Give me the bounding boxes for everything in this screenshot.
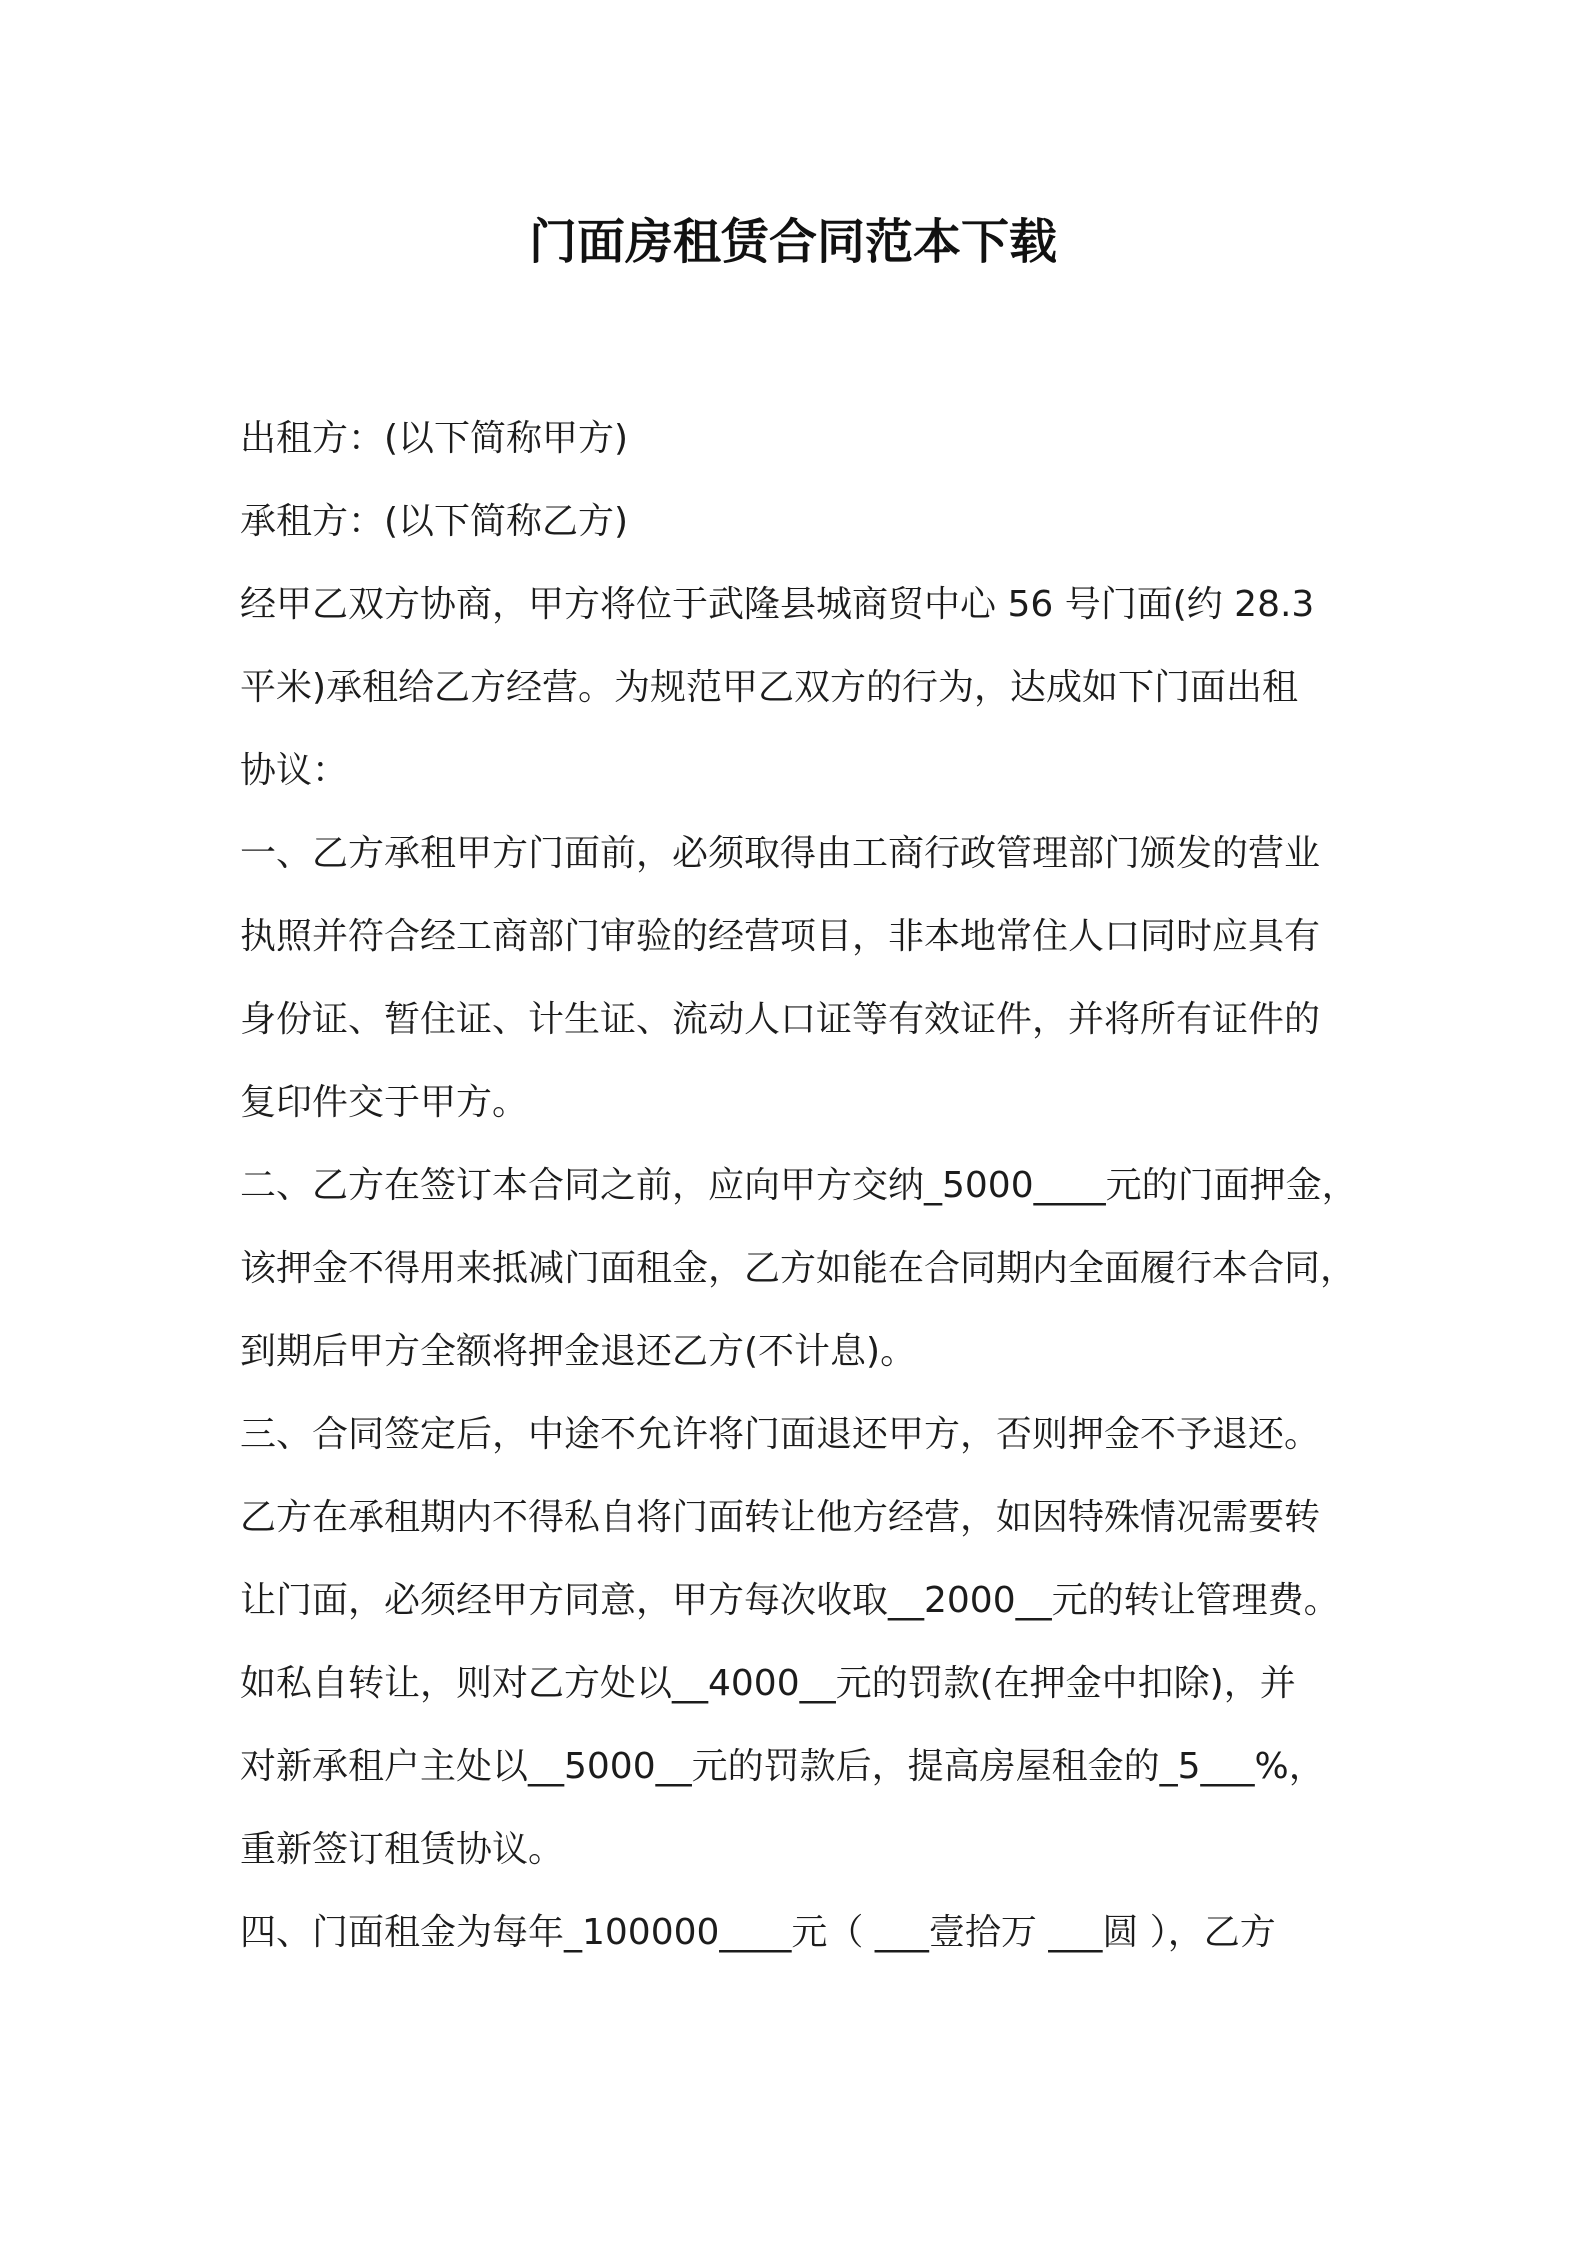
paragraph-line: 平米)承租给乙方经营。为规范甲乙双方的行为，达成如下门面出租: [240, 667, 1299, 708]
paragraph-line: 一、乙方承租甲方门面前，必须取得由工商行政管理部门颁发的营业: [240, 833, 1321, 874]
paragraph-line: 乙方在承租期内不得私自将门面转让他方经营，如因特殊情况需要转: [240, 1497, 1321, 1538]
paragraph-line: 让门面，必须经甲方同意，甲方每次收取__2000__元的转让管理费。: [240, 1580, 1340, 1621]
paragraph-line: 协议：: [240, 750, 349, 791]
paragraph-line: 出租方：(以下简称甲方): [240, 418, 629, 459]
paragraph-line: 经甲乙双方协商，甲方将位于武隆县城商贸中心 56 号门面(约 28.3: [240, 584, 1315, 625]
paragraph-line: 复印件交于甲方。: [240, 1082, 529, 1123]
paragraph-line: 三、合同签定后，中途不允许将门面退还甲方，否则押金不予退还。: [240, 1414, 1321, 1455]
paragraph-line: 重新签订租赁协议。: [240, 1829, 565, 1870]
paragraph-line: 承租方：(以下简称乙方): [240, 501, 629, 542]
paragraph-line: 四、门面租金为每年_100000____元（ ___壹拾万 ___圆 ），乙方: [240, 1912, 1276, 1953]
paragraph-line: 到期后甲方全额将押金退还乙方(不计息)。: [240, 1331, 917, 1372]
document-title: 门面房租赁合同范本下载: [528, 214, 1057, 270]
paragraph-line: 该押金不得用来抵减门面租金，乙方如能在合同期内全面履行本合同，: [240, 1248, 1357, 1289]
paragraph-line: 如私自转让，则对乙方处以__4000__元的罚款(在押金中扣除)，并: [240, 1663, 1296, 1704]
paragraph-line: 执照并符合经工商部门审验的经营项目，非本地常住人口同时应具有: [240, 916, 1321, 957]
paragraph-line: 二、乙方在签订本合同之前，应向甲方交纳_5000____元的门面押金，: [240, 1165, 1358, 1206]
paragraph-line: 对新承租户主处以__5000__元的罚款后，提高房屋租金的_5___%，: [240, 1746, 1325, 1787]
paragraph-line: 身份证、暂住证、计生证、流动人口证等有效证件，并将所有证件的: [240, 999, 1321, 1040]
